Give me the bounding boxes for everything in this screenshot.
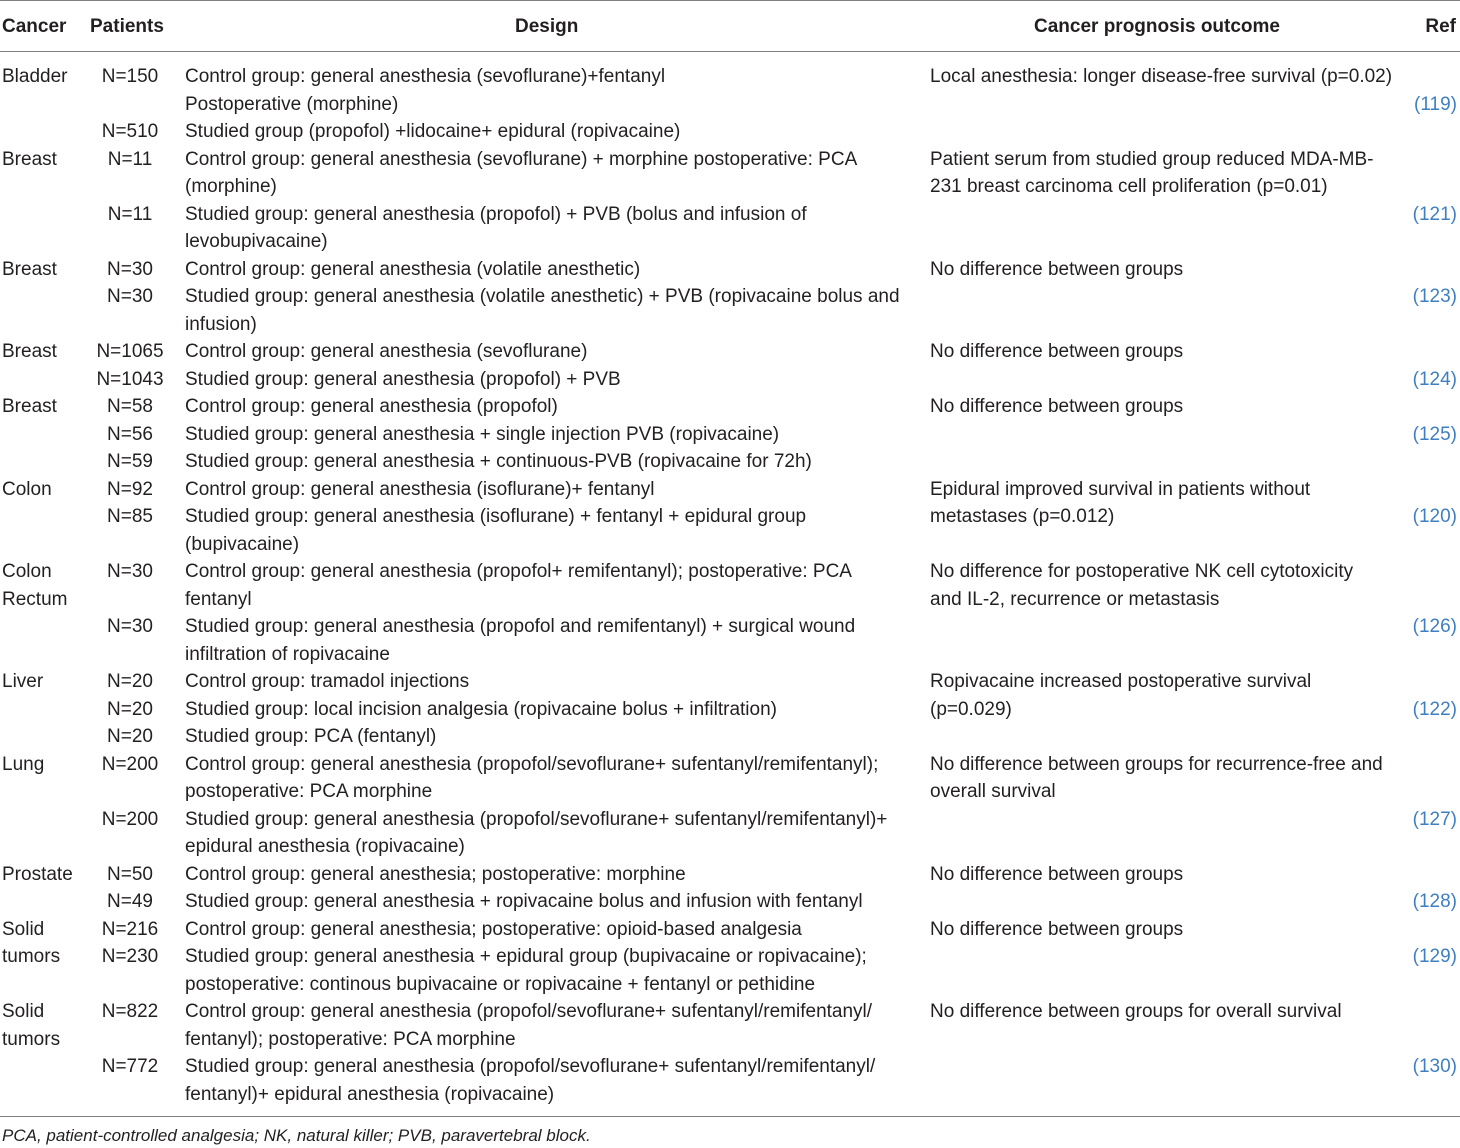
patients-cell: N=200 [101, 808, 159, 830]
table-header [0, 0, 1460, 52]
reference-cell: (120) [1412, 506, 1457, 527]
outcome-cell [930, 393, 1410, 421]
cancer-cell [2, 998, 88, 1053]
design-cell [185, 723, 920, 751]
design-text: Studied group: PCA (fentanyl) [185, 726, 437, 747]
design-text: Control group: general anesthesia; postoperative: opioid-based analgesia [185, 918, 802, 940]
cancer-text: Breast [2, 258, 57, 280]
design-text: Studied group: general anesthesia (propofol and remifentanyl) + surgical wound [185, 616, 856, 637]
design-cell [185, 503, 920, 558]
design-text: Studied group: general anesthesia (propofol/sevoflurane+ sufentanyl/remifentanyl/ [185, 1056, 876, 1077]
cancer-text: Solid [2, 1001, 45, 1022]
header-rule [0, 51, 1460, 52]
patients-cell: N=30 [107, 561, 153, 582]
design-text: Control group: general anesthesia (volatile anesthetic) [185, 258, 641, 280]
reference-cell: (126) [1412, 616, 1457, 637]
design-text: Control group: general anesthesia (sevoflurane)+fentanyl [185, 66, 666, 87]
design-text: Control group: general anesthesia; postoperative: morphine [185, 863, 686, 885]
patients-cell: N=30 [107, 258, 153, 280]
design-cell [185, 201, 920, 256]
patients-cell: N=200 [101, 753, 159, 775]
cancer-text: Colon [2, 561, 52, 582]
outcome-text: Ropivacaine increased postoperative survival [930, 671, 1312, 692]
design-cell [185, 118, 920, 146]
cancer-text: Breast [2, 341, 57, 362]
cancer-text: Prostate [2, 863, 73, 885]
design-text: (morphine) [185, 176, 277, 197]
outcome-text: Local anesthesia: longer disease-free survival (p=0.02) [930, 66, 1393, 87]
design-text: infiltration of ropivacaine [185, 643, 390, 665]
outcome-text: No difference between groups [930, 258, 1184, 280]
cancer-text: Solid [2, 918, 45, 940]
patients-cell: N=30 [107, 286, 153, 307]
patients-cell: N=822 [101, 1001, 159, 1022]
header-cancer: Cancer [2, 16, 67, 37]
outcome-text: No difference between groups for recurrence-free and [930, 753, 1383, 775]
design-text: Studied group: general anesthesia (propofol/sevoflurane+ sufentanyl/remifentanyl)+ [185, 808, 888, 830]
outcome-text: No difference between groups [930, 341, 1184, 362]
patients-cell: N=56 [107, 423, 153, 445]
outcome-cell [930, 63, 1410, 91]
reference-cell: (129) [1412, 946, 1457, 967]
cancer-cell [2, 668, 88, 696]
outcome-text: Patient serum from studied group reduced MDA-MB- [930, 148, 1374, 170]
design-text: Control group: general anesthesia (sevoflurane) [185, 341, 588, 362]
design-text: postoperative: PCA morphine [185, 781, 433, 802]
design-cell [185, 393, 920, 421]
outcome-text: overall survival [930, 781, 1056, 802]
design-text: fentanyl)+ epidural anesthesia (ropivacaine) [185, 1083, 555, 1105]
outcome-text: No difference between groups [930, 918, 1184, 940]
outcome-cell [930, 916, 1410, 944]
reference-cell: (125) [1412, 423, 1457, 445]
design-cell [185, 696, 920, 724]
design-cell [185, 998, 920, 1053]
cancer-text: Breast [2, 148, 57, 170]
outcome-cell [930, 476, 1410, 531]
design-text: Studied group: general anesthesia + ropivacaine bolus and infusion with fentanyl [185, 891, 863, 912]
patients-cell: N=216 [101, 918, 159, 940]
design-text: Studied group: general anesthesia (propofol) + PVB (bolus and infusion of [185, 203, 807, 225]
cancer-text: Bladder [2, 66, 68, 87]
reference-cell: (127) [1412, 808, 1457, 830]
outcome-text: Epidural improved survival in patients without [930, 478, 1311, 500]
design-cell [185, 283, 920, 338]
cancer-cell [2, 558, 88, 613]
outcome-cell [930, 751, 1410, 806]
design-cell [185, 888, 920, 916]
reference-cell: (121) [1412, 203, 1457, 225]
cancer-cell [2, 256, 88, 284]
cancer-text: tumors [2, 946, 61, 967]
outcome-text: 231 breast carcinoma cell proliferation (p=0.01) [930, 176, 1328, 197]
cancer-text: Breast [2, 396, 57, 417]
design-text: Studied group (propofol) +lidocaine+ epidural (ropivacaine) [185, 121, 681, 142]
design-cell [185, 476, 920, 504]
patients-cell: N=20 [107, 726, 153, 747]
patients-cell: N=20 [107, 698, 153, 720]
table-footnote: PCA, patient-controlled analgesia; NK, natural killer; PVB, paravertebral block. [2, 1126, 591, 1145]
header-ref: Ref [1425, 16, 1456, 37]
outcome-cell [930, 256, 1410, 284]
reference-cell: (122) [1412, 698, 1457, 720]
design-cell [185, 338, 920, 366]
design-text: Control group: general anesthesia (propofol+ remifentanyl); postoperative: PCA [185, 561, 852, 582]
cancer-cell [2, 146, 88, 174]
cancer-cell [2, 476, 88, 504]
design-cell [185, 916, 920, 944]
cancer-cell [2, 338, 88, 366]
outcome-cell [930, 338, 1410, 366]
cancer-cell [2, 63, 88, 91]
design-cell [185, 861, 920, 889]
outcome-text: No difference for postoperative NK cell cytotoxicity [930, 561, 1354, 582]
outcome-cell [930, 558, 1410, 613]
cancer-text: Colon [2, 478, 52, 500]
design-text: Studied group: local incision analgesia (ropivacaine bolus + infiltration) [185, 698, 777, 720]
design-cell [185, 613, 920, 668]
design-text: Studied group: general anesthesia (volatile anesthetic) + PVB (ropivacaine bolus and [185, 286, 900, 307]
patients-cell: N=11 [107, 203, 153, 225]
design-cell [185, 448, 920, 476]
patients-cell: N=85 [107, 506, 153, 527]
design-text: Studied group: general anesthesia (propofol) + PVB [185, 368, 621, 390]
cancer-cell [2, 393, 88, 421]
cancer-text: Liver [2, 671, 44, 692]
design-cell [185, 366, 920, 394]
patients-cell: N=11 [107, 148, 153, 170]
outcome-text: No difference between groups [930, 863, 1184, 885]
design-text: (bupivacaine) [185, 533, 300, 555]
design-cell [185, 1053, 920, 1108]
bottom-rule [0, 1116, 1460, 1117]
patients-cell: N=58 [107, 396, 153, 417]
patients-cell: N=230 [101, 946, 159, 967]
design-text: fentanyl [185, 588, 252, 610]
design-text: Control group: general anesthesia (isoflurane)+ fentanyl [185, 478, 655, 500]
design-text: Postoperative (morphine) [185, 93, 399, 115]
reference-cell: (123) [1412, 286, 1457, 307]
design-text: Studied group: general anesthesia + single injection PVB (ropivacaine) [185, 423, 780, 445]
cancer-cell [2, 751, 88, 779]
cancer-cell [2, 916, 88, 971]
design-cell [185, 146, 920, 201]
patients-cell: N=20 [107, 671, 153, 692]
design-text: Studied group: general anesthesia + epidural group (bupivacaine or ropivacaine); [185, 946, 867, 967]
design-text: postoperative: continous bupivacaine or ropivacaine + fentanyl or pethidine [185, 973, 816, 995]
design-cell [185, 256, 920, 284]
outcome-cell [930, 668, 1410, 723]
patients-cell: N=92 [107, 478, 153, 500]
patients-cell: N=1043 [96, 368, 164, 390]
design-cell [185, 806, 920, 861]
design-text: Control group: tramadol injections [185, 671, 470, 692]
patients-cell: N=772 [101, 1056, 159, 1077]
design-text: Control group: general anesthesia (sevoflurane) + morphine postoperative: PCA [185, 148, 858, 170]
patients-cell: N=1065 [96, 341, 164, 362]
header-design: Design [515, 16, 579, 37]
design-text: Studied group: general anesthesia (isoflurane) + fentanyl + epidural group [185, 506, 807, 527]
patients-cell: N=59 [107, 451, 153, 472]
outcome-cell [930, 146, 1410, 201]
reference-cell: (124) [1412, 368, 1457, 390]
design-text: Studied group: general anesthesia + continuous-PVB (ropivacaine for 72h) [185, 451, 812, 472]
patients-cell: N=50 [107, 863, 153, 885]
patients-cell: N=49 [107, 891, 153, 912]
cancer-cell [2, 861, 88, 889]
outcome-text: No difference between groups [930, 396, 1184, 417]
design-cell [185, 943, 920, 998]
outcome-cell [930, 861, 1410, 889]
patients-cell: N=150 [101, 66, 159, 87]
design-text: Control group: general anesthesia (propofol) [185, 396, 558, 417]
outcome-text: metastases (p=0.012) [930, 506, 1115, 527]
patients-cell: N=30 [107, 616, 153, 637]
design-cell [185, 751, 920, 806]
header-patients: Patients [90, 16, 164, 37]
outcome-text: and IL-2, recurrence or metastasis [930, 588, 1220, 610]
outcome-text: (p=0.029) [930, 698, 1012, 720]
cancer-text: Lung [2, 753, 45, 775]
design-cell [185, 558, 920, 613]
reference-cell: (119) [1414, 93, 1457, 115]
header-outcome: Cancer prognosis outcome [1034, 16, 1280, 37]
patients-cell: N=510 [101, 121, 159, 142]
design-text: Control group: general anesthesia (propofol/sevoflurane+ sufentanyl/remifentanyl/ [185, 1001, 873, 1022]
reference-cell: (128) [1412, 891, 1457, 912]
reference-cell: (130) [1412, 1056, 1457, 1077]
design-text: Control group: general anesthesia (propofol/sevoflurane+ sufentanyl/remifentanyl); [185, 753, 879, 775]
design-cell [185, 668, 920, 696]
design-text: levobupivacaine) [185, 231, 328, 252]
design-text: epidural anesthesia (ropivacaine) [185, 836, 465, 857]
outcome-text: No difference between groups for overall survival [930, 1001, 1342, 1022]
design-text: fentanyl); postoperative: PCA morphine [185, 1028, 516, 1050]
design-cell [185, 63, 920, 118]
design-cell [185, 421, 920, 449]
outcome-cell [930, 998, 1410, 1026]
design-text: infusion) [185, 313, 257, 335]
cancer-text: Rectum [2, 588, 68, 610]
cancer-text: tumors [2, 1028, 61, 1050]
